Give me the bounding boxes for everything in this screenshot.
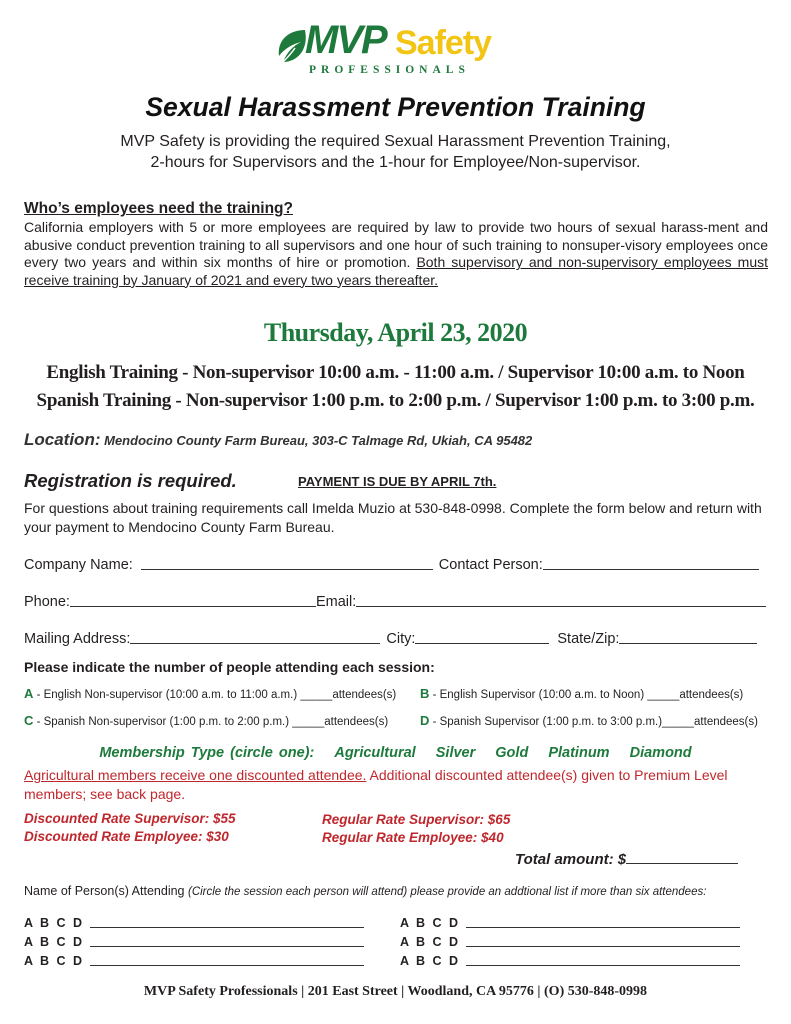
state-zip-label: State/Zip: (557, 631, 620, 647)
email-label: Email: (315, 594, 357, 610)
logo-professionals-text: PROFESSIONALS (309, 64, 470, 76)
logo-mvp-text: MVP (305, 18, 386, 62)
membership-option-diamond[interactable]: Diamond (629, 745, 692, 761)
session-a-text: - English Non-supervisor (10:00 a.m. to 11:00 a.m.) _____attendees(s) (33, 689, 397, 701)
session-c[interactable] (24, 713, 388, 728)
session-d[interactable] (420, 713, 758, 728)
attendee-name-field[interactable] (466, 917, 740, 928)
location-label: Location: (24, 430, 101, 449)
mailing-address-field[interactable] (130, 632, 380, 644)
session-a[interactable] (24, 686, 396, 701)
names-instructions (24, 884, 706, 898)
location (24, 430, 532, 450)
abcd-label: A B C D (400, 954, 461, 968)
footer-contact: MVP Safety Professionals | 201 East Street | Woodland, CA 95776 | (O) 530-848-0998 (143, 984, 648, 999)
who-heading: Who’s employees need the training? (24, 200, 293, 217)
membership-option-platinum[interactable]: Platinum (548, 745, 610, 761)
agricultural-note (24, 766, 754, 803)
company-name-field[interactable] (141, 558, 433, 570)
membership-option-agricultural[interactable]: Agricultural (334, 745, 416, 761)
phone-field[interactable] (70, 595, 316, 607)
who-text: California employers with 5 or more employees are required by law to provide two hours of sexual harass-ment and abusive conduct prevention training to all supervisors and one hour of such training to nonsuper-visory employees once every two years and within six months of hire or promotion. (24, 219, 768, 271)
session-b-text: - English Supervisor (10:00 a.m. to Noon) _____attendees(s) (429, 689, 744, 701)
spanish-schedule: Spanish Training - Non-supervisor 1:00 p.m. to 2:00 p.m. / Supervisor 1:00 p.m. to 3:00 p.m. (36, 390, 755, 411)
total-amount-label: Total amount: $ (515, 851, 627, 868)
form-row-company (24, 555, 768, 573)
attendee-row-6[interactable] (400, 954, 740, 968)
discounted-rate-supervisor: Discounted Rate Supervisor: $55 (24, 811, 236, 826)
session-c-text: - Spanish Non-supervisor (1:00 p.m. to 2:00 p.m.) _____attendees(s) (33, 716, 389, 728)
sessions-heading: Please indicate the number of people attending each session: (24, 659, 435, 675)
agricultural-note-underlined: Agricultural members receive one discounted attendee. (24, 767, 367, 783)
who-paragraph (24, 219, 768, 289)
membership-option-gold[interactable]: Gold (495, 745, 529, 761)
total-amount-field[interactable] (626, 852, 738, 864)
session-b[interactable] (420, 686, 743, 701)
attendee-name-field[interactable] (90, 955, 364, 966)
membership-label: Membership Type (circle one): (99, 745, 315, 761)
contact-person-field[interactable] (543, 558, 759, 570)
regular-rate-supervisor: Regular Rate Supervisor: $65 (322, 812, 511, 827)
state-zip-field[interactable] (619, 632, 757, 644)
city-label: City: (386, 631, 416, 647)
page-title: Sexual Harassment Prevention Training (145, 92, 646, 122)
who-underlined-text: Both supervisory and non-supervisory employees must receive training by January of 2021 and every two years thereafter. (24, 254, 768, 288)
company-name-label: Company Name: (24, 557, 133, 573)
session-d-text: - Spanish Supervisor (1:00 p.m. to 3:00 p.m.)_____attendees(s) (429, 716, 758, 728)
attendee-row-3[interactable] (24, 954, 364, 968)
discounted-rate-employee: Discounted Rate Employee: $30 (24, 829, 229, 844)
attendee-row-5[interactable] (400, 935, 740, 949)
regular-rate-employee: Regular Rate Employee: $40 (322, 830, 504, 845)
session-d-letter: D (420, 713, 430, 728)
agricultural-note-rest: Additional discounted attendee(s) given to Premium Level members; see back page. (24, 767, 728, 802)
location-value: Mendocino County Farm Bureau, 303-C Talmage Rd, Ukiah, CA 95482 (104, 433, 533, 448)
names-label: Name of Person(s) Attending (24, 884, 188, 898)
mailing-address-label: Mailing Address: (24, 631, 131, 647)
contact-person-label: Contact Person: (438, 557, 543, 573)
session-a-letter: A (24, 686, 34, 701)
phone-label: Phone: (24, 594, 70, 610)
questions-text: For questions about training requirements call Imelda Muzio at 530-848-0998. Complete the form below and return with your payment to Mendocino County Farm Bureau. (24, 500, 762, 535)
event-date: Thursday, April 23, 2020 (263, 318, 528, 347)
abcd-label: A B C D (400, 916, 461, 930)
abcd-label: A B C D (24, 954, 85, 968)
session-c-letter: C (24, 713, 34, 728)
names-note: (Circle the session each person will attend) please provide an addtional list if more than six attendees: (187, 886, 707, 898)
intro-line-1: MVP Safety is providing the required Sexual Harassment Prevention Training, (120, 133, 671, 150)
attendee-name-field[interactable] (466, 955, 740, 966)
abcd-label: A B C D (400, 935, 461, 949)
attendee-name-field[interactable] (466, 936, 740, 947)
membership-option-silver[interactable]: Silver (435, 745, 476, 761)
logo-safety-text: Safety (395, 24, 492, 62)
form-row-address (24, 629, 768, 647)
attendee-row-1[interactable] (24, 916, 364, 930)
attendee-row-2[interactable] (24, 935, 364, 949)
membership-type (0, 745, 791, 761)
form-row-phone (24, 592, 768, 610)
session-b-letter: B (420, 686, 430, 701)
english-schedule: English Training - Non-supervisor 10:00 a.m. - 11:00 a.m. / Supervisor 10:00 a.m. to Noon (46, 362, 745, 383)
abcd-label: A B C D (24, 916, 85, 930)
payment-due: PAYMENT IS DUE BY APRIL 7th. (298, 474, 497, 489)
attendee-name-field[interactable] (90, 936, 364, 947)
abcd-label: A B C D (24, 935, 85, 949)
attendee-name-field[interactable] (90, 917, 364, 928)
registration-label: Registration is required. (24, 470, 237, 491)
intro-line-2: 2-hours for Supervisors and the 1-hour for Employee/Non-supervisor. (150, 153, 641, 171)
company-logo (275, 18, 520, 80)
attendee-row-4[interactable] (400, 916, 740, 930)
email-field[interactable] (356, 595, 766, 607)
total-amount (515, 851, 738, 868)
intro-text (0, 132, 791, 173)
city-field[interactable] (415, 632, 549, 644)
